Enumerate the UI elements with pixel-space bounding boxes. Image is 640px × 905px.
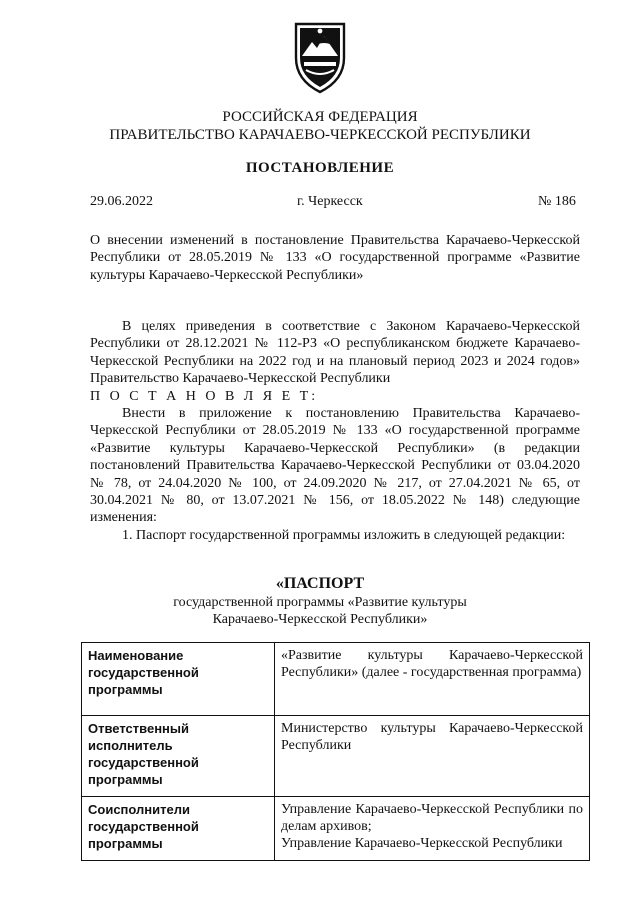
passport-subtitle-line-1: государственной программы «Развитие культуры [173, 595, 467, 610]
row-value: «Развитие культуры Карачаево-Черкесской Республики» (далее - государственная программа) [275, 643, 590, 716]
passport-subtitle [0, 594, 640, 629]
passport-title: «ПАСПОРТ [275, 575, 365, 592]
government-name: ПРАВИТЕЛЬСТВО КАРАЧАЕВО-ЧЕРКЕССКОЙ РЕСПУБЛИКИ [109, 127, 531, 143]
row-value [275, 797, 590, 861]
passport-table [81, 642, 590, 861]
row-label: Соисполнители государственной программы [82, 797, 275, 861]
body-decree-word: П О С Т А Н О В Л Я Е Т: [90, 388, 319, 404]
row-value: Министерство культуры Карачаево-Черкесской Республики [275, 716, 590, 797]
document-type-title: ПОСТАНОВЛЕНИЕ [245, 160, 395, 176]
row-value-line-2: Управление Карачаево-Черкесской Республики [281, 836, 563, 851]
body-paragraph-2: Внести в приложение к постановлению Правительства Карачаево-Черкесской Республики от 28.05.2019 № 133 «О государственной программе «Развитие культуры Карачаево-Черкесской Республики» (в редакции постановлений Правительства Карачаево-Черкесской Республики от 03.04.2020 № 78, от 24.04.2020 № 100, от 24.09.2020 № 217, от 27.04.2021 № 65, от 30.04.2021 № 80, от 13.07.2021 № 156, от 18.05.2022 № 148) следующие изменения: [90, 406, 580, 526]
table-row [82, 716, 590, 797]
row-label: Наименование государственной программы [82, 643, 275, 716]
coat-of-arms-icon [288, 18, 352, 96]
document-subject [90, 232, 580, 284]
document-date: 29.06.2022 [90, 194, 153, 209]
subject-text: О внесении изменений в постановление Правительства Карачаево-Черкесской Республики от 28.05.2019 № 133 «О государственной программе «Развитие культуры Карачаево-Черкесской Республики» [90, 233, 580, 283]
body-paragraph-3: 1. Паспорт государственной программы изложить в следующей редакции: [122, 527, 566, 543]
table-row [82, 797, 590, 861]
document-body [90, 318, 580, 544]
row-value-line-1: Управление Карачаево-Черкесской Республики по делам архивов; [281, 802, 583, 834]
document-city: г. Черкесск [297, 194, 363, 209]
row-label: Ответственный исполнитель государственной программы [82, 716, 275, 797]
passport-subtitle-line-2: Карачаево-Черкесской Республики» [212, 612, 428, 628]
document-number: № 186 [538, 194, 576, 209]
body-paragraph-1: В целях приведения в соответствие с Законом Карачаево-Черкесской Республики от 28.12.2021 № 112-РЗ «О республиканском бюджете Карачаево-Черкесской Республики на 2022 год и на плановый период 2023 и 2024 годов» Правительство Карачаево-Черкесской Республики [90, 319, 580, 387]
table-row [82, 643, 590, 716]
country-name: РОССИЙСКАЯ ФЕДЕРАЦИЯ [222, 109, 418, 125]
